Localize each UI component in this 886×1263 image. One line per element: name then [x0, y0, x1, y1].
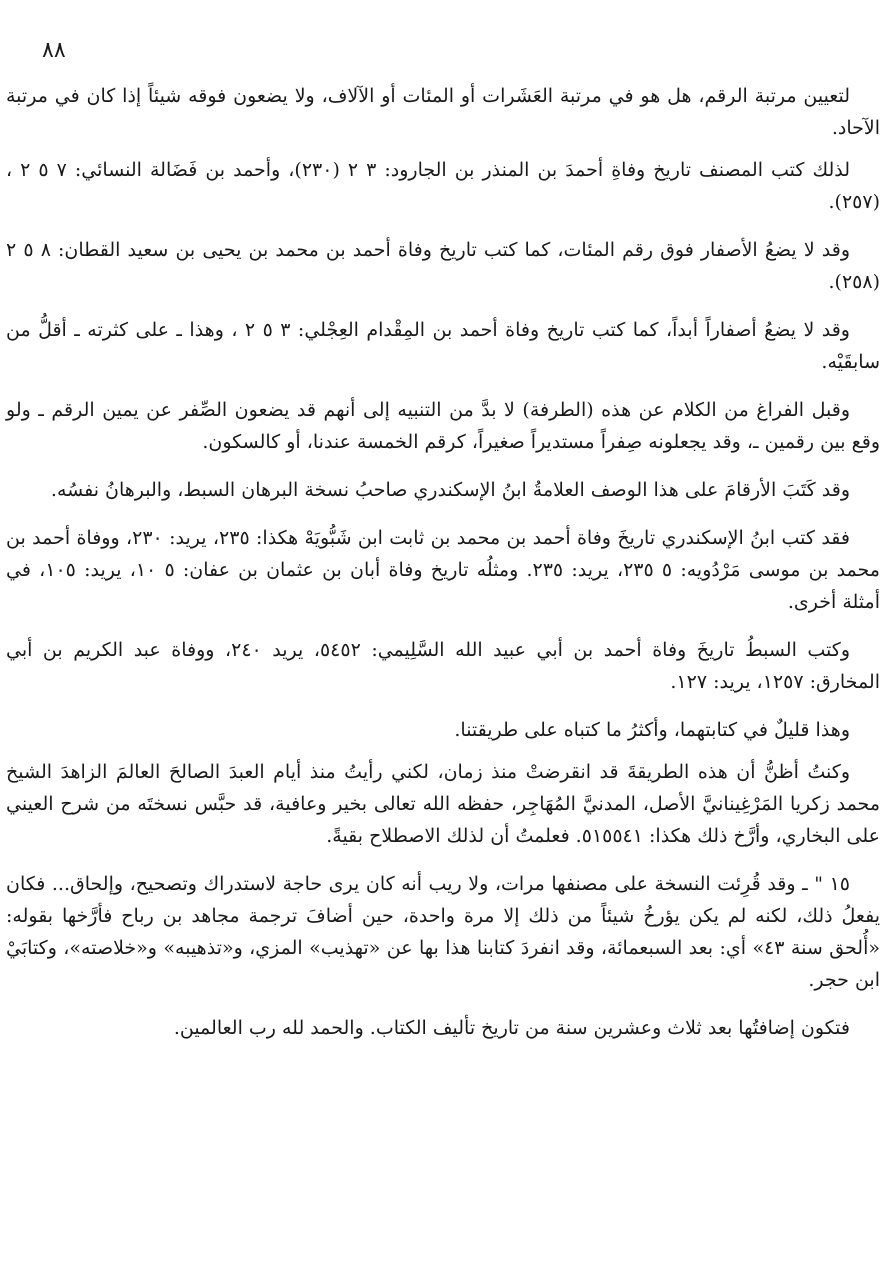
paragraph-12: فتكون إضافتُها بعد ثلاث وعشرين سنة من تاريخ تأليف الكتاب. والحمد لله رب العالمين. — [173, 1017, 850, 1039]
page-number: ٨٨ — [42, 38, 66, 63]
paragraph-8: وكتب السبطُ تاريخَ وفاة أحمد بن أبي عبيد الله السَّلِيمي: ٥٤٥٢، يريد ٢٤٠، ووفاة عبد الكريم بن أبي المخارق: ١٢٥٧، يريد: ١٢٧. — [6, 639, 880, 693]
paragraph-11: ١٥ " ـ وقد قُرِئت النسخة على مصنفها مرات، ولا ريب أنه كان يرى حاجة لاستدراك وتصحيح، وإلحاق... فكان يفعلُ ذلك، لكنه لم يكن يؤرخُ شيئاً من ذلك إلا مرة واحدة، حين أضافَ ترجمة مجاهد بن رباح فأرَّخها بقوله: «أُلحق سنة ٤٣» أي: بعد السبعمائة، وقد انفردَ كتابنا هذا بها عن «تهذيب» المزي، و«تذهيبه» و«خلاصته»، وكتابَيْ ابن حجر. — [6, 873, 880, 991]
paragraph-10: وكنتُ أظنُّ أن هذه الطريقةَ قد انقرضتْ منذ زمان، لكني رأيتُ منذ أيام العبدَ الصالحَ العالمَ الزاهدَ الشيخ محمد زكريا المَرْغِينانيَّ الأصل، المدنيَّ المُهَاجِر، حفظه الله تعالى بخير وعافية، قد حبَّس نسختَه من شرح العيني على البخاري، وأرَّخ ذلك هكذا: ٥١٥٥٤١. فعلمتُ أن لذلك الاصطلاح بقيةً. — [6, 761, 880, 847]
paragraph-5: وقبل الفراغ من الكلام عن هذه (الطرفة) لا بدَّ من التنبيه إلى أنهم قد يضعون الصِّفر عن يمين الرقم ـ ولو وقع بين رقمين ـ، وقد يجعلونه صِفراً مستديراً صغيراً، كرقم الخمسة عندنا، أو كالسكون. — [6, 399, 880, 453]
paragraph-1: لتعيين مرتبة الرقم، هل هو في مرتبة العَشَرات أو المئات أو الآلاف، ولا يضعون فوقه شيئاً إذا كان في مرتبة الآحاد. — [6, 85, 880, 139]
paragraph-6: وقد كَتَبَ الأرقامَ على هذا الوصف العلامةُ ابنُ الإسكندري صاحبُ نسخة البرهان السبط، والبرهانُ نفسُه. — [50, 479, 850, 501]
paragraph-7: فقد كتب ابنُ الإسكندري تاريخَ وفاة أحمد بن محمد بن ثابت ابن شَبُّويَهْ هكذا: ٢٣٥، يريد: ٢٣٠، ووفاة أحمد بن محمد بن موسى مَرْدُويه: ٥ ٢٣٥، يريد: ٢٣٥. ومثلُه تاريخ وفاة أبان بن عثمان بن عفان: ٥ ١٠، يريد: ١٠٥، في أمثلة أخرى. — [6, 527, 880, 613]
page-body — [6, 80, 880, 1060]
paragraph-2: لذلك كتب المصنف تاريخ وفاةِ أحمدَ بن المنذر بن الجارود: ٣ ٢ (٢٣٠)، وأحمد بن فَضَالة النسائي: ٧ ٥ ٢ ، (٢٥٧). — [6, 159, 880, 213]
paragraph-9: وهذا قليلٌ في كتابتهما، وأكثرُ ما كتباه على طريقتنا. — [454, 719, 850, 741]
paragraph-3: وقد لا يضعُ الأصفار فوق رقم المئات، كما كتب تاريخ وفاة أحمد بن محمد بن يحيى بن سعيد القطان: ٨ ٥ ٢ (٢٥٨). — [6, 239, 880, 293]
paragraph-4: وقد لا يضعُ أصفاراً أبداً، كما كتب تاريخ وفاة أحمد بن المِقْدام العِجْلي: ٣ ٥ ٢ ، وهذا ـ على كثرته ـ أقلُّ من سابقَيْه. — [6, 319, 880, 373]
